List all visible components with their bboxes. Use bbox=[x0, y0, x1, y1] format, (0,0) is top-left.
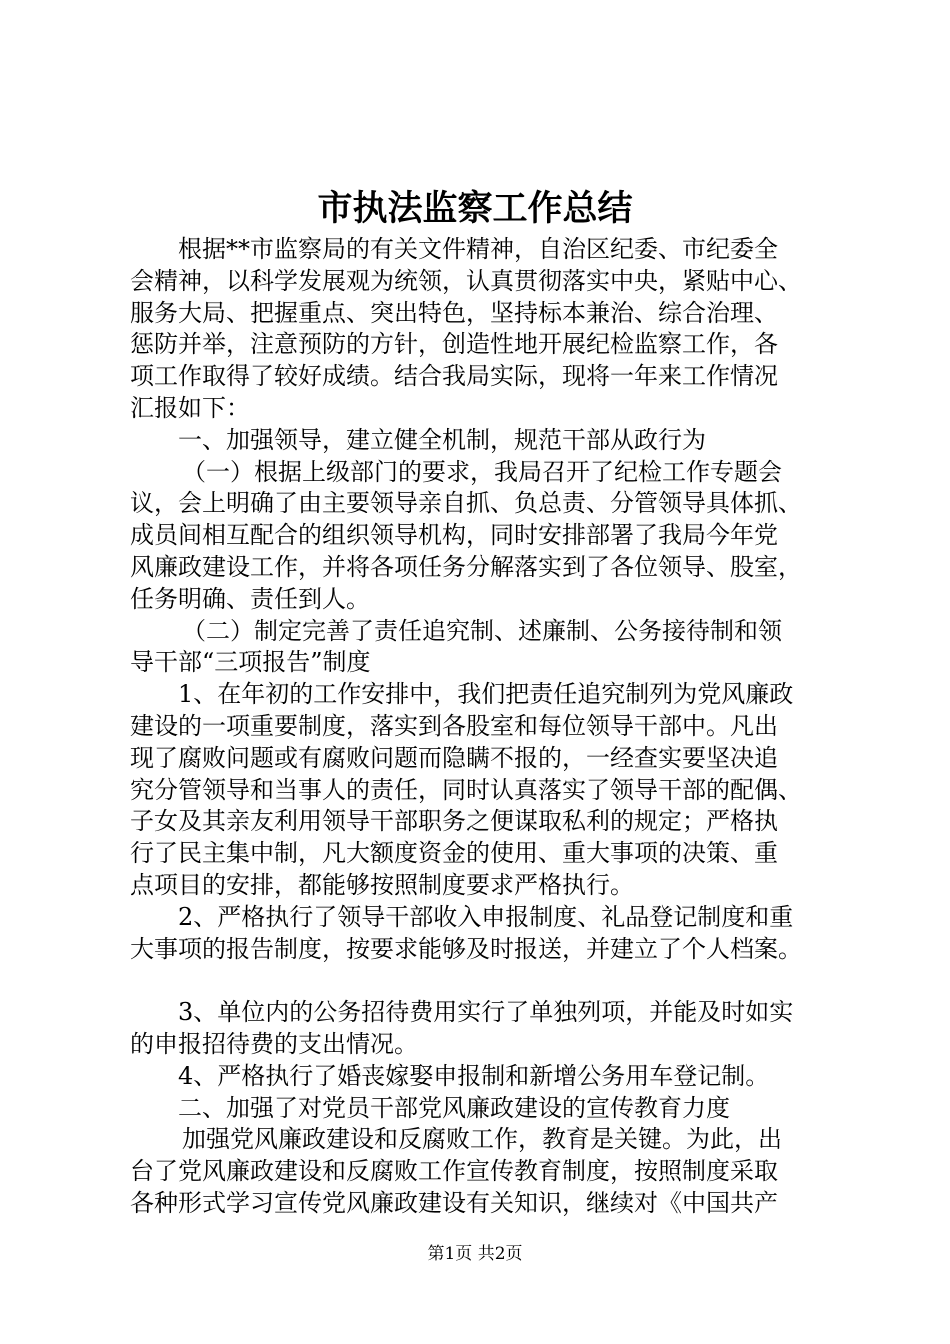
paragraph-line: 台了党风廉政建设和反腐败工作宣传教育制度，按照制度采取 bbox=[130, 1157, 778, 1186]
page-footer: 第1页 共2页 bbox=[427, 1244, 523, 1264]
paragraph-line: （一）根据上级部门的要求，我局召开了纪检工作专题会 bbox=[182, 457, 782, 486]
paragraph-line: 根据**市监察局的有关文件精神，自治区纪委、市纪委全 bbox=[178, 235, 778, 263]
paragraph-line: （二）制定完善了责任追究制、述廉制、公务接待制和领 bbox=[182, 616, 782, 645]
paragraph-line: 服务大局、把握重点、突出特色，坚持标本兼治、综合治理、 bbox=[130, 298, 778, 327]
paragraph-line: 风廉政建设工作，并将各项任务分解落实到了各位领导、股室， bbox=[130, 552, 802, 581]
paragraph-line: 建设的一项重要制度，落实到各股室和每位领导干部中。凡出 bbox=[130, 711, 778, 740]
blank-line bbox=[130, 965, 850, 997]
section-heading: 一、加强领导，建立健全机制，规范干部从政行为 bbox=[178, 425, 706, 454]
paragraph-line: 子女及其亲友利用领导干部职务之便谋取私利的规定；严格执 bbox=[130, 807, 778, 836]
section-heading: 二、加强了对党员干部党风廉政建设的宣传教育力度 bbox=[178, 1093, 730, 1122]
paragraph-line: 点项目的安排，都能够按照制度要求严格执行。 bbox=[130, 870, 634, 899]
paragraph-line: 行了民主集中制，凡大额度资金的使用、重大事项的决策、重 bbox=[130, 839, 778, 868]
paragraph-line: 究分管领导和当事人的责任，同时认真落实了领导干部的配偶、 bbox=[130, 775, 802, 804]
paragraph-line: 大事项的报告制度，按要求能够及时报送，并建立了个人档案。 bbox=[130, 934, 802, 963]
paragraph-line: 成员间相互配合的组织领导机构，同时安排部署了我局今年党 bbox=[130, 521, 778, 550]
paragraph-line: 加强党风廉政建设和反腐败工作，教育是关键。为此，出 bbox=[182, 1125, 782, 1154]
paragraph-line: 的申报招待费的支出情况。 bbox=[130, 1029, 418, 1058]
paragraph-line: 汇报如下： bbox=[130, 393, 250, 422]
document-body bbox=[130, 234, 850, 1220]
paragraph-line: 会精神，以科学发展观为统领，认真贯彻落实中央，紧贴中心、 bbox=[130, 266, 802, 295]
paragraph-line: 1、在年初的工作安排中，我们把责任追究制列为党风廉政 bbox=[178, 680, 794, 709]
paragraph-line: 议，会上明确了由主要领导亲自抓、负总责、分管领导具体抓、 bbox=[130, 489, 802, 518]
paragraph-line: 2、严格执行了领导干部收入申报制度、礼品登记制度和重 bbox=[178, 902, 794, 931]
paragraph-line: 现了腐败问题或有腐败问题而隐瞒不报的，一经查实要坚决追 bbox=[130, 743, 778, 772]
paragraph-line: 3、单位内的公务招待费用实行了单独列项，并能及时如实 bbox=[178, 998, 794, 1027]
paragraph-line: 导干部“三项报告”制度 bbox=[130, 648, 371, 677]
paragraph-line: 任务明确、责任到人。 bbox=[130, 584, 370, 613]
paragraph-line: 4、严格执行了婚丧嫁娶申报制和新增公务用车登记制。 bbox=[178, 1061, 770, 1090]
paragraph-line: 惩防并举，注意预防的方针，创造性地开展纪检监察工作，各 bbox=[130, 330, 778, 359]
paragraph-line: 项工作取得了较好成绩。结合我局实际，现将一年来工作情况 bbox=[130, 362, 778, 391]
paragraph-line: 各种形式学习宣传党风廉政建设有关知识，继续对《中国共产 bbox=[130, 1188, 778, 1217]
document-title: 市执法监察工作总结 bbox=[317, 188, 633, 229]
